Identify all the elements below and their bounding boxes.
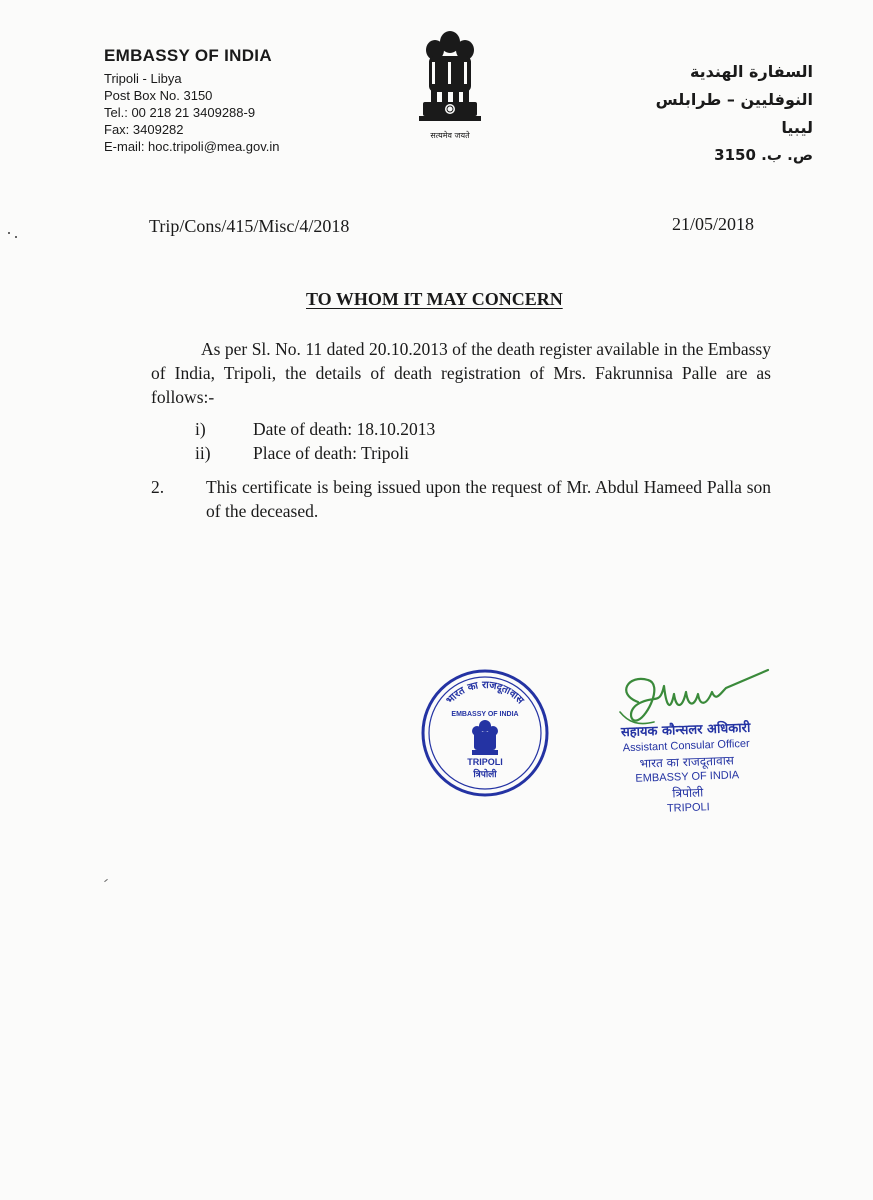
paragraph-2-text: This certificate is being issued upon the request of Mr. Abdul Hameed Palla son of the deceased. [206, 477, 771, 521]
death-details-list [195, 417, 771, 465]
designation-hindi: सहायक कौन्सलर अधिकारी [620, 720, 751, 741]
arabic-po-box: ص. ب. 3150 [714, 146, 813, 164]
arabic-district: النوفليين – طرابلس [655, 90, 813, 109]
seal-top-text: भारत का राजदूतावास [444, 679, 526, 707]
scan-speck [8, 232, 10, 234]
list-item-text: Date of death: 18.10.2013 [253, 419, 436, 439]
list-item [195, 441, 771, 465]
embassy-seal-stamp [418, 666, 552, 800]
emblem-motto: सत्यमेव जयते [430, 131, 470, 140]
letterhead-address [104, 46, 280, 155]
scan-speck [15, 236, 17, 238]
stamp-embassy-english: EMBASSY OF INDIA [635, 769, 740, 785]
seal-emblem-icon [472, 720, 498, 755]
seal-bottom-hindi: त्रिपोली [473, 770, 497, 780]
arabic-country: ليبيا [781, 118, 813, 137]
document-date: 21/05/2018 [672, 214, 755, 234]
reference-number: Trip/Cons/415/Misc/4/2018 [149, 216, 350, 236]
embassy-city: Tripoli - Libya [104, 71, 182, 86]
document-body [151, 337, 771, 523]
embassy-email: E-mail: hoc.tripoli@mea.gov.in [104, 139, 280, 154]
letterhead-arabic [656, 58, 813, 168]
scan-speck [104, 879, 108, 882]
stamp-city-hindi: त्रिपोली [672, 785, 704, 801]
list-item-text: Place of death: Tripoli [253, 443, 410, 463]
embassy-telephone: Tel.: 00 218 21 3409288-9 [104, 105, 256, 120]
seal-bottom-text: TRIPOLI [467, 757, 503, 767]
stamp-city-english: TRIPOLI [666, 801, 710, 815]
embassy-fax: Fax: 3409282 [104, 122, 184, 137]
seal-middle-text: EMBASSY OF INDIA [451, 711, 519, 718]
national-emblem-icon [415, 28, 485, 138]
embassy-po-box: Post Box No. 3150 [104, 88, 213, 103]
list-item [195, 417, 771, 441]
designation-english: Assistant Consular Officer [622, 737, 750, 755]
list-item-number: i) [195, 419, 206, 439]
designation-stamp [600, 719, 773, 819]
paragraph-2 [151, 475, 771, 523]
paragraph-2-number: 2. [151, 477, 165, 497]
arabic-embassy-name: السفارة الهندية [689, 62, 813, 81]
document-title: TO WHOM IT MAY CONCERN [306, 289, 563, 309]
paragraph-1: As per Sl. No. 11 dated 20.10.2013 of the death register available in the Embassy of India, Tripoli, the details of death registration of Mrs. Fakrunnisa Palle are as follows:- [151, 339, 771, 407]
embassy-name: EMBASSY OF INDIA [104, 46, 272, 65]
stamp-embassy-hindi: भारत का राजदूतावास [639, 753, 735, 771]
list-item-number: ii) [195, 443, 211, 463]
